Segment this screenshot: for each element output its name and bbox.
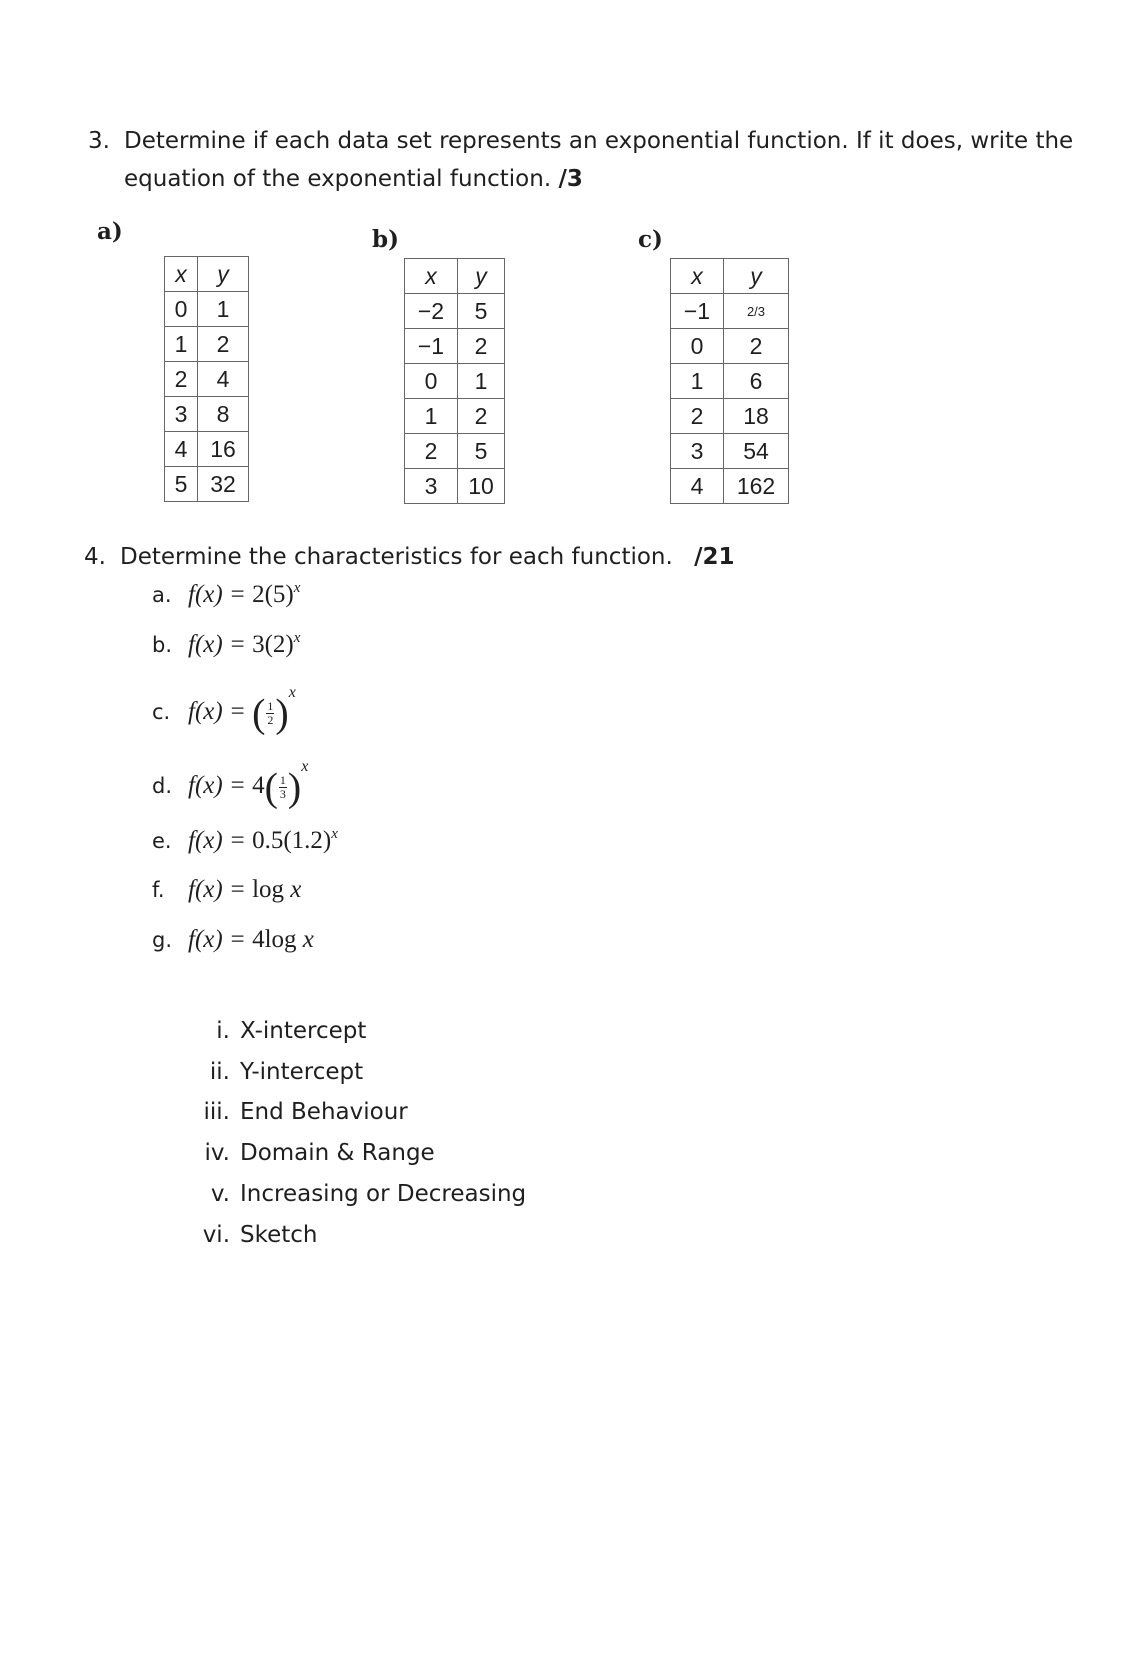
table-row (671, 469, 789, 504)
function-letter: f. (152, 878, 165, 902)
table-header-y: y (458, 259, 505, 294)
function-exponent: x (288, 684, 296, 701)
table-cell: 5 (165, 467, 198, 502)
table-cell: 2 (198, 327, 249, 362)
function-d (152, 758, 309, 810)
table-row (165, 257, 249, 292)
q4-marks: /21 (694, 544, 735, 570)
characteristic-item (190, 1018, 366, 1044)
fraction (279, 774, 287, 801)
table-cell: 2/3 (724, 294, 789, 329)
table-cell: 2 (458, 399, 505, 434)
table-cell: 54 (724, 434, 789, 469)
table-cell: 0 (405, 364, 458, 399)
q3-prompt-line1: Determine if each data set represents an exponential function. If it does, write the (124, 128, 1074, 154)
function-letter: c. (152, 700, 171, 724)
table-row (671, 364, 789, 399)
function-rhs: 4log (252, 926, 297, 953)
left-paren: ( (252, 690, 266, 736)
table-cell: 0 (165, 292, 198, 327)
table-c (670, 258, 789, 504)
table-cell: 2 (165, 362, 198, 397)
fraction-denominator: 3 (279, 786, 286, 801)
table-row (165, 397, 249, 432)
q3-marks: /3 (558, 166, 583, 192)
table-cell: 16 (198, 432, 249, 467)
characteristic-text: Increasing or Decreasing (240, 1181, 527, 1207)
table-cell: 1 (458, 364, 505, 399)
function-base: 2(5) (252, 581, 294, 608)
table-row (165, 362, 249, 397)
table-cell: 2 (405, 434, 458, 469)
table-header-y: y (198, 257, 249, 292)
function-rhs: log (252, 876, 285, 903)
table-row (165, 432, 249, 467)
table-row (671, 434, 789, 469)
table-cell: 162 (724, 469, 789, 504)
function-base: 3(2) (252, 631, 294, 658)
q4-prompt-text: Determine the characteristics for each function. (120, 544, 673, 570)
table-row (405, 259, 505, 294)
table-b (404, 258, 505, 504)
table-cell: 1 (671, 364, 724, 399)
function-c (152, 684, 296, 736)
table-b-label: b) (372, 226, 399, 253)
characteristic-numeral: ii. (209, 1059, 230, 1085)
table-header-x: x (165, 257, 198, 292)
fraction-numerator: 1 (267, 698, 274, 713)
table-cell: 18 (724, 399, 789, 434)
table-cell: 2 (458, 329, 505, 364)
table-cell: 8 (198, 397, 249, 432)
characteristic-item (190, 1099, 408, 1125)
characteristic-item (190, 1059, 363, 1085)
function-e (152, 826, 338, 855)
function-exponent: x (301, 758, 309, 775)
table-row (405, 364, 505, 399)
table-row (671, 399, 789, 434)
table-row (405, 399, 505, 434)
function-b (152, 630, 300, 659)
characteristic-text: End Behaviour (240, 1099, 408, 1125)
fraction (266, 700, 274, 727)
q4-number: 4. (84, 544, 106, 570)
table-cell: 4 (671, 469, 724, 504)
table-cell: −2 (405, 294, 458, 329)
table-row (165, 327, 249, 362)
function-exponent: x (331, 826, 338, 842)
fraction-numerator: 1 (279, 772, 286, 787)
table-cell: 4 (165, 432, 198, 467)
characteristic-item (190, 1181, 526, 1207)
table-cell: 1 (198, 292, 249, 327)
table-cell: 32 (198, 467, 249, 502)
characteristic-text: X-intercept (240, 1018, 367, 1044)
characteristic-item (190, 1222, 318, 1248)
table-header-x: x (405, 259, 458, 294)
table-cell: 3 (671, 434, 724, 469)
function-lhs: f(x) = (188, 631, 253, 658)
table-cell: 0 (671, 329, 724, 364)
table-cell: 3 (405, 469, 458, 504)
function-letter: a. (152, 583, 172, 607)
function-variable: x (302, 926, 314, 953)
table-c-label: c) (638, 226, 663, 253)
function-lhs: f(x) = (188, 876, 253, 903)
table-cell: 6 (724, 364, 789, 399)
function-base: 0.5(1.2) (252, 827, 332, 854)
characteristic-numeral: iii. (203, 1099, 230, 1125)
q3-number: 3. (88, 128, 110, 154)
table-cell: 5 (458, 434, 505, 469)
function-lhs: f(x) = (188, 926, 253, 953)
table-cell: 1 (405, 399, 458, 434)
function-letter: e. (152, 829, 172, 853)
table-row (405, 294, 505, 329)
table-cell: 10 (458, 469, 505, 504)
function-g (152, 926, 314, 954)
table-cell: −1 (671, 294, 724, 329)
function-exponent: x (293, 630, 301, 646)
right-paren: ) (275, 690, 289, 736)
table-a (164, 256, 249, 502)
function-f (152, 876, 301, 904)
q3-prompt-text: equation of the exponential function. (124, 166, 552, 192)
table-header-x: x (671, 259, 724, 294)
characteristic-numeral: vi. (202, 1222, 230, 1248)
table-cell: 3 (165, 397, 198, 432)
q3-prompt-line2 (124, 160, 583, 198)
function-lhs: f(x) = (188, 772, 253, 799)
table-cell: 1 (165, 327, 198, 362)
function-letter: d. (152, 774, 173, 798)
function-lhs: f(x) = (188, 698, 253, 725)
function-exponent: x (293, 580, 301, 596)
table-cell: −1 (405, 329, 458, 364)
function-a (152, 580, 300, 609)
function-letter: g. (152, 928, 173, 952)
characteristic-text: Y-intercept (240, 1059, 364, 1085)
fraction-denominator: 2 (267, 712, 274, 727)
table-a-label: a) (97, 218, 123, 245)
table-row (165, 292, 249, 327)
function-lhs: f(x) = (188, 827, 253, 854)
function-coefficient: 4 (252, 772, 265, 799)
table-cell: 2 (671, 399, 724, 434)
function-letter: b. (152, 633, 173, 657)
table-row (405, 434, 505, 469)
characteristic-text: Domain & Range (240, 1140, 435, 1166)
table-row (671, 259, 789, 294)
characteristic-item (190, 1140, 435, 1166)
left-paren: ( (264, 764, 278, 810)
table-cell: 5 (458, 294, 505, 329)
characteristic-numeral: v. (210, 1181, 230, 1207)
q4-prompt (120, 538, 735, 576)
table-cell: 2 (724, 329, 789, 364)
function-variable: x (290, 876, 302, 903)
table-row (165, 467, 249, 502)
function-lhs: f(x) = (188, 581, 253, 608)
characteristic-text: Sketch (240, 1222, 318, 1248)
right-paren: ) (287, 764, 302, 810)
table-row (405, 469, 505, 504)
table-row (671, 329, 789, 364)
table-cell: 4 (198, 362, 249, 397)
characteristic-numeral: i. (216, 1018, 230, 1044)
characteristic-numeral: iv. (204, 1140, 230, 1166)
table-header-y: y (724, 259, 789, 294)
table-row (671, 294, 789, 329)
table-row (405, 329, 505, 364)
